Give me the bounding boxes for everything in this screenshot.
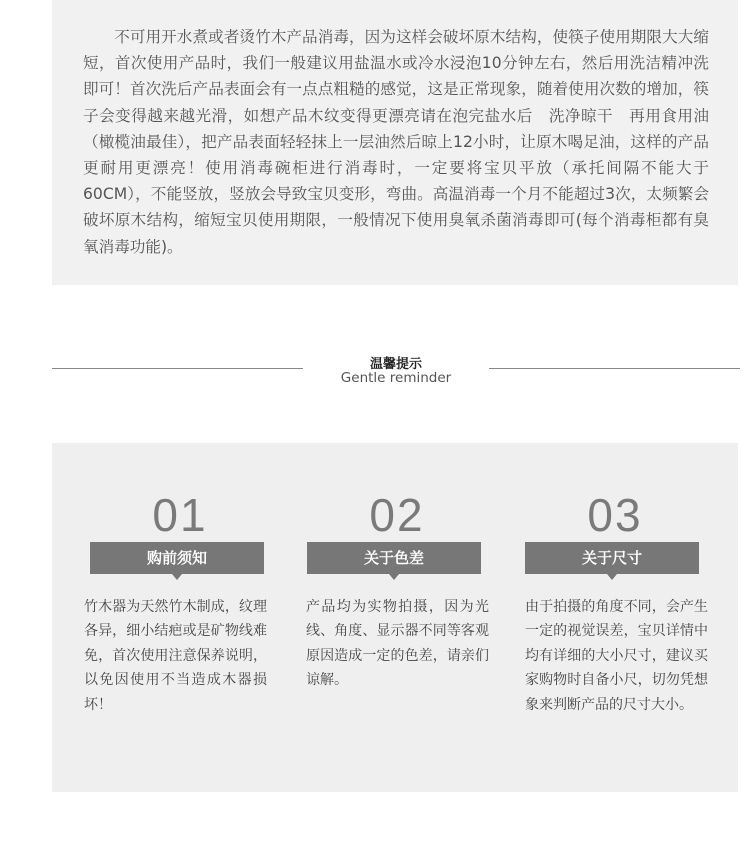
tip-arrow-2 [389, 574, 399, 580]
reminder-title: 温馨提示 [369, 357, 422, 372]
tip-arrow-3 [607, 574, 617, 580]
tip-number-2: 02 [369, 489, 425, 541]
tip-label-2: 关于色差 [307, 542, 481, 574]
tip-label-3: 关于尺寸 [525, 542, 699, 574]
reminder-subtitle: Gentle reminder [340, 370, 452, 386]
tip-label-1: 购前须知 [90, 542, 264, 574]
tip-text-1: 竹木器为天然竹木制成，纹理各异，细小结疤或是矿物线难免，首次使用注意保养说明，以免因使用不当造成木器损坏！ [84, 599, 267, 713]
tip-number-3: 03 [587, 489, 643, 541]
tip-text-2: 产品均为实物拍摄，因为光线、角度、显示器不同等客观原因造成一定的色差，请亲们谅解。 [306, 599, 489, 689]
tip-number-1: 01 [152, 489, 208, 541]
tip-text-3: 由于拍摄的角度不同，会产生一定的视觉误差，宝贝详情中均有详细的大小尺寸，建议买家购物时自备小尺，切勿凭想象来判断产品的尺寸大小。 [525, 599, 708, 713]
tip-arrow-1 [172, 574, 182, 580]
care-instructions-text: 不可用开水煮或者烫竹木产品消毒，因为这样会破坏原木结构，使筷子使用期限大大缩短，首次使用产品时，我们一般建议用盐温水或冷水浸泡10分钟左右，然后用洗洁精冲洗即可！首次洗后产品表面会有一点点粗糙的感觉，这是正常现象，随着使用次数的增加，筷子会变得越来越光滑，如想产品木纹变得更漂亮请在泡完盐水后 洗净晾干 再用食用油（橄榄油最佳），把产品表面轻轻抹上一层油然后晾上12小时，让原木喝足油，这样的产品更耐用更漂亮！使用消毒碗柜进行消毒时，一定要将宝贝平放（承托间隔不能大于60CM），不能竖放，竖放会导致宝贝变形，弯曲。高温消毒一个月不能超过3次，太频繁会破坏原木结构，缩短宝贝使用期限，一般情况下使用臭氧杀菌消毒即可(每个消毒柜都有臭氧消毒功能)。 [83, 28, 709, 256]
